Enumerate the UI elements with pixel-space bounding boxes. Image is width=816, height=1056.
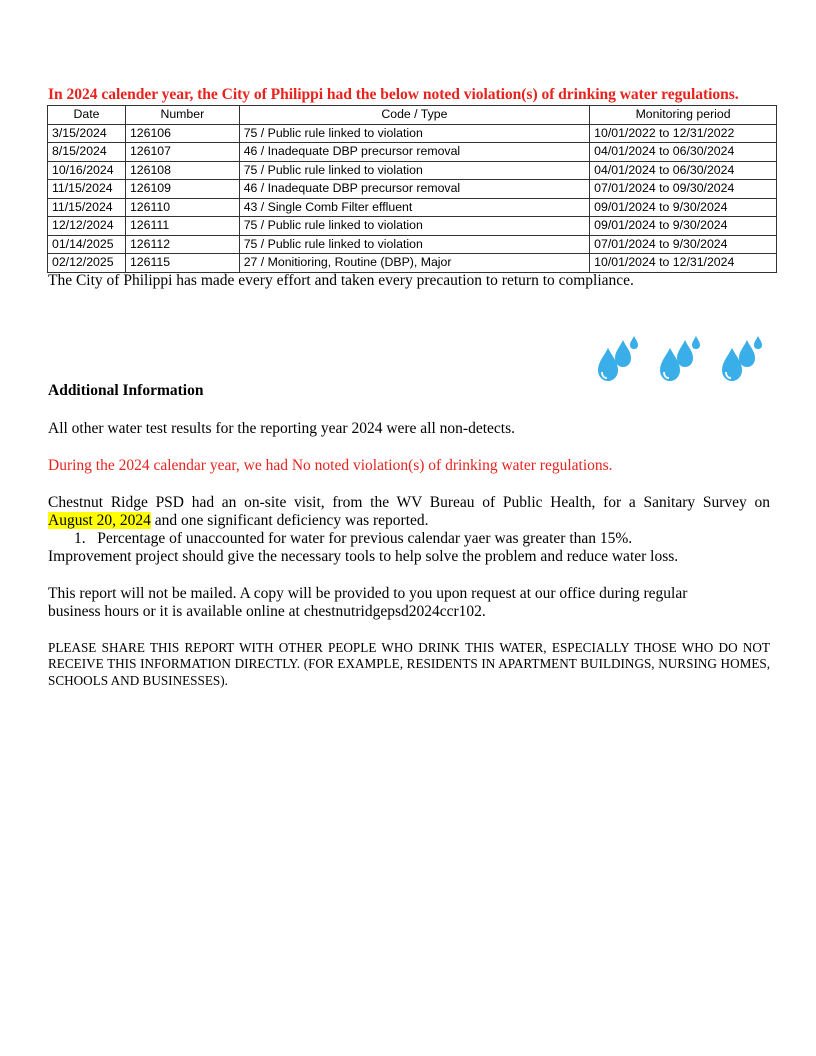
column-header-monitoring-period: Monitoring period [590,106,777,125]
non-detects-statement: All other water test results for the reporting year 2024 were all non-detects. [48,420,515,437]
list-number: 1. [74,530,86,547]
table-row [48,217,777,236]
sanitary-survey-continued [48,512,770,530]
table-header-row [48,106,777,125]
table-row [48,143,777,162]
water-drop-group-1 [598,336,638,381]
cell-number: 126110 [125,198,239,217]
cell-monitoring-period: 09/01/2024 to 9/30/2024 [590,217,777,236]
cell-code-type: 75 / Public rule linked to violation [239,217,589,236]
additional-info-heading: Additional Information [48,382,204,399]
cell-date: 10/16/2024 [48,161,126,180]
table-row [48,161,777,180]
cell-number: 126111 [125,217,239,236]
cell-monitoring-period: 10/01/2024 to 12/31/2024 [590,254,777,273]
cell-code-type: 75 / Public rule linked to violation [239,161,589,180]
cell-monitoring-period: 04/01/2024 to 06/30/2024 [590,161,777,180]
water-drops-icon [594,334,770,384]
cell-code-type: 46 / Inadequate DBP precursor removal [239,143,589,162]
table-row [48,235,777,254]
cell-date: 11/15/2024 [48,198,126,217]
cell-monitoring-period: 07/01/2024 to 09/30/2024 [590,180,777,199]
table-row [48,198,777,217]
table-row [48,124,777,143]
cell-number: 126115 [125,254,239,273]
cell-code-type: 75 / Public rule linked to violation [239,124,589,143]
deficiency-text: Percentage of unaccounted for water for previous calendar yaer was greater than 15%. [97,530,633,547]
cell-number: 126109 [125,180,239,199]
cell-number: 126112 [125,235,239,254]
mailing-notice-line1: This report will not be mailed. A copy will be provided to you upon request at our office during regular [48,585,688,602]
survey-date-highlight: August 20, 2024 [48,512,151,529]
survey-result: and one significant deficiency was reported. [150,512,429,529]
deficiency-list-item [74,530,632,548]
cell-date: 02/12/2025 [48,254,126,273]
water-drop-group-3 [722,336,762,381]
sanitary-survey-line: Chestnut Ridge PSD had an on-site visit, from the WV Bureau of Public Health, for a Sanitary Survey on [48,494,770,511]
cell-date: 01/14/2025 [48,235,126,254]
table-row [48,254,777,273]
water-drop-group-2 [660,336,700,381]
cell-code-type: 43 / Single Comb Filter effluent [239,198,589,217]
cell-monitoring-period: 10/01/2022 to 12/31/2022 [590,124,777,143]
column-header-date: Date [48,106,126,125]
violations-table [47,105,777,273]
violation-heading: In 2024 calender year, the City of Philippi had the below noted violation(s) of drinking water regulations. [48,86,739,103]
cell-number: 126107 [125,143,239,162]
cell-code-type: 46 / Inadequate DBP precursor removal [239,180,589,199]
cell-code-type: 27 / Monitioring, Routine (DBP), Major [239,254,589,273]
cell-date: 3/15/2024 [48,124,126,143]
cell-date: 11/15/2024 [48,180,126,199]
mailing-notice-line2: business hours or it is available online at chestnutridgepsd2024ccr102. [48,603,486,620]
cell-date: 12/12/2024 [48,217,126,236]
compliance-note: The City of Philippi has made every effort and taken every precaution to return to compliance. [48,272,634,289]
cell-code-type: 75 / Public rule linked to violation [239,235,589,254]
column-header-code-type: Code / Type [239,106,589,125]
improvement-statement: Improvement project should give the necessary tools to help solve the problem and reduce water loss. [48,548,679,565]
cell-number: 126108 [125,161,239,180]
cell-monitoring-period: 07/01/2024 to 9/30/2024 [590,235,777,254]
table-row [48,180,777,199]
share-notice: PLEASE SHARE THIS REPORT WITH OTHER PEOPLE WHO DRINK THIS WATER, ESPECIALLY THOSE WHO DO NOT RECEIVE THIS INFORMATION DIRECTLY. (FOR EXAMPLE, RESIDENTS IN APARTMENT BUILDINGS, NURSING HOMES, SCHOOLS AND BUSINESSES). [48,640,770,688]
cell-number: 126106 [125,124,239,143]
cell-monitoring-period: 04/01/2024 to 06/30/2024 [590,143,777,162]
no-violations-statement: During the 2024 calendar year, we had No noted violation(s) of drinking water regulations. [48,457,613,474]
cell-date: 8/15/2024 [48,143,126,162]
column-header-number: Number [125,106,239,125]
cell-monitoring-period: 09/01/2024 to 9/30/2024 [590,198,777,217]
